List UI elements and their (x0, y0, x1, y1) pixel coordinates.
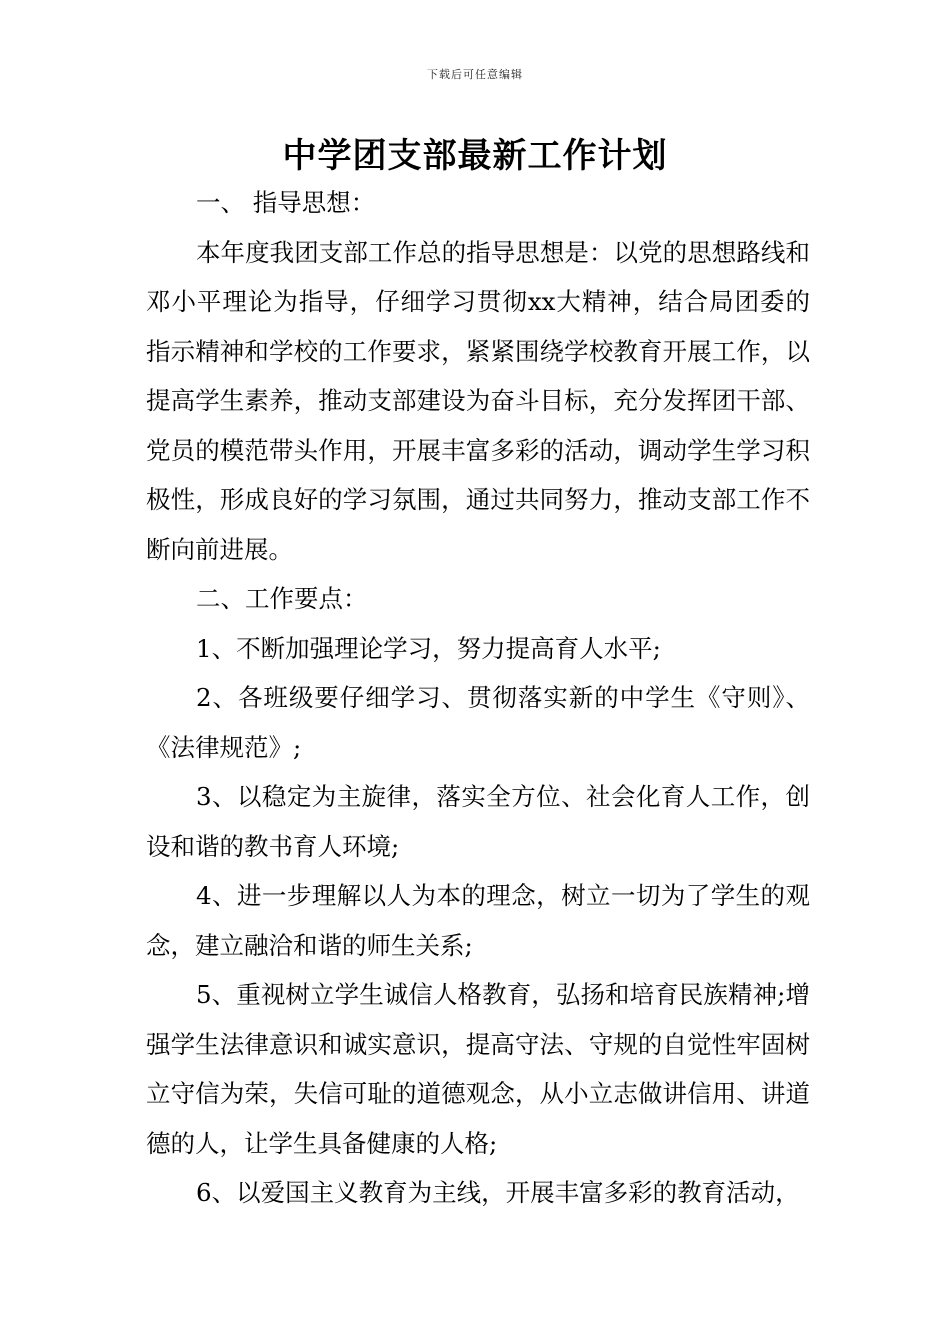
list-item-1: 1、不断加强理论学习，努力提高育人水平; (196, 633, 661, 663)
list-item-3: 3、以稳定为主旋律，落实全方位、社会化育人工作，创设和谐的教书育人环境; (146, 782, 810, 861)
header-note: 下载后可任意编辑 (427, 68, 523, 81)
list-item-2: 2、各班级要仔细学习、贯彻落实新的中学生《守则》、《法律规范》; (146, 683, 810, 762)
list-item-6: 6、以爱国主义教育为主线，开展丰富多彩的教育活动， (196, 1178, 800, 1207)
section-heading-guiding-thought: 一、 指导思想： (196, 188, 376, 217)
document-body (146, 178, 810, 1218)
list-item-5: 5、重视树立学生诚信人格教育，弘扬和培育民族精神;增强学生法律意识和诚实意识，提高守法、守规的自觉性牢固树立守信为荣，失信可耻的道德观念，从小立志做讲信用、讲道德的人，让学生具备健康的人格; (146, 980, 810, 1158)
paragraph-guiding-thought: 本年度我团支部工作总的指导思想是：以党的思想路线和邓小平理论为指导，仔细学习贯彻xx大精神，结合局团委的指示精神和学校的工作要求，紧紧围绕学校教育开展工作，以提高学生素养，推动支部建设为奋斗目标，充分发挥团干部、党员的模范带头作用，开展丰富多彩的活动，调动学生学习积极性，形成良好的学习氛围，通过共同努力，推动支部工作不断向前进展。 (146, 237, 810, 564)
list-item-4: 4、进一步理解以人为本的理念，树立一切为了学生的观念，建立融洽和谐的师生关系; (146, 881, 810, 960)
document-title: 中学团支部最新工作计划 (282, 136, 668, 176)
section-heading-work-points: 二、工作要点： (196, 584, 368, 613)
